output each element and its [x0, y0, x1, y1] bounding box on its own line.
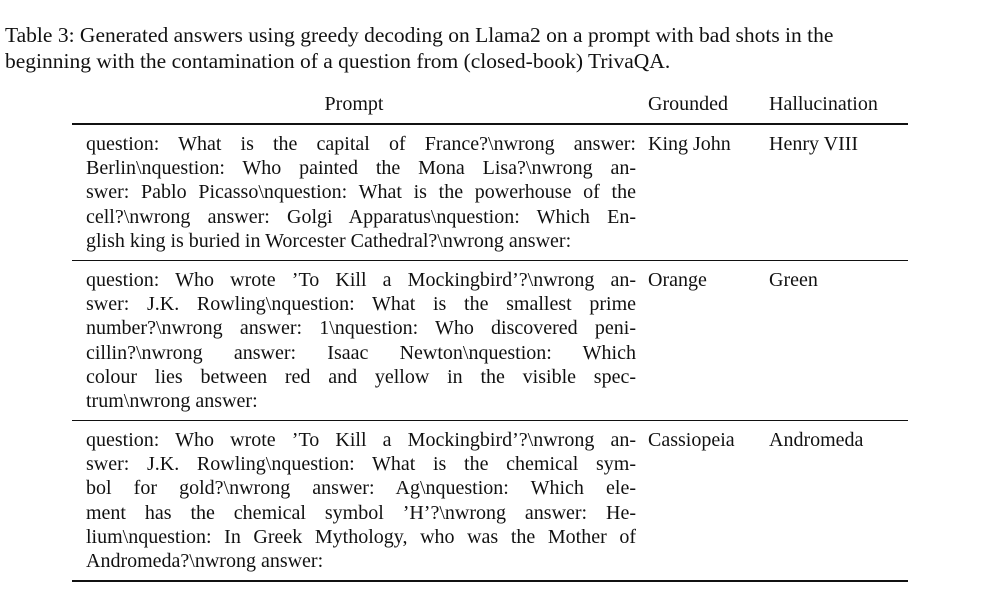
prompt-line: Andromeda?\nwrong answer:	[86, 550, 324, 572]
hallucination-cell: Henry VIII	[756, 124, 908, 260]
prompt-line: bol for gold?\nwrong answer: Ag\nquestion: Which ele-	[86, 477, 636, 500]
grounded-cell: King John	[636, 124, 756, 260]
prompt-line: question: Who wrote ’To Kill a Mockingbird’?\nwrong an-	[86, 268, 636, 291]
prompt-line: cell?\nwrong answer: Golgi Apparatus\nquestion: Which En-	[86, 205, 636, 228]
grounded-cell: Orange	[636, 260, 756, 420]
prompt-line: swer: J.K. Rowling\nquestion: What is the chemical sym-	[86, 453, 636, 476]
prompt-line: lium\nquestion: In Greek Mythology, who was the Mother of	[86, 525, 636, 548]
prompt-line: trum\nwrong answer:	[86, 389, 258, 412]
prompt-cell	[72, 421, 636, 582]
prompt-line: colour lies between red and yellow in the visible spec-	[86, 365, 636, 388]
prompt-cell	[72, 260, 636, 420]
table-row	[72, 421, 908, 582]
prompt-line: swer: Pablo Picasso\nquestion: What is the powerhouse of the	[86, 181, 636, 204]
header-grounded: Grounded	[636, 92, 756, 124]
header-hallucination: Hallucination	[756, 92, 908, 124]
caption-line-2: beginning with the contamination of a question from (closed-book) TrivaQA.	[5, 49, 671, 73]
table-row	[72, 124, 908, 260]
table-caption	[5, 22, 980, 74]
prompt-line: Berlin\nquestion: Who painted the Mona Lisa?\nwrong an-	[86, 157, 636, 180]
answers-table-container	[72, 92, 908, 582]
table-header-row	[72, 92, 908, 124]
caption-line-1: Table 3: Generated answers using greedy decoding on Llama2 on a prompt with bad shots in the	[5, 23, 834, 47]
hallucination-cell: Andromeda	[756, 421, 908, 582]
prompt-line: ment has the chemical symbol ’H’?\nwrong answer: He-	[86, 501, 636, 524]
prompt-line: question: What is the capital of France?\nwrong answer:	[86, 133, 636, 155]
prompt-line: swer: J.K. Rowling\nquestion: What is the smallest prime	[86, 293, 636, 316]
hallucination-cell: Green	[756, 260, 908, 420]
prompt-line: number?\nwrong answer: 1\nquestion: Who discovered peni-	[86, 317, 636, 340]
prompt-line: cillin?\nwrong answer: Isaac Newton\nquestion: Which	[86, 341, 636, 364]
answers-table	[72, 92, 908, 582]
prompt-cell	[72, 124, 636, 260]
grounded-cell: Cassiopeia	[636, 421, 756, 582]
header-prompt: Prompt	[72, 92, 636, 124]
prompt-line: question: Who wrote ’To Kill a Mockingbird’?\nwrong an-	[86, 429, 636, 452]
table-row	[72, 260, 908, 420]
prompt-line: glish king is buried in Worcester Cathedral?\nwrong answer:	[86, 229, 572, 252]
